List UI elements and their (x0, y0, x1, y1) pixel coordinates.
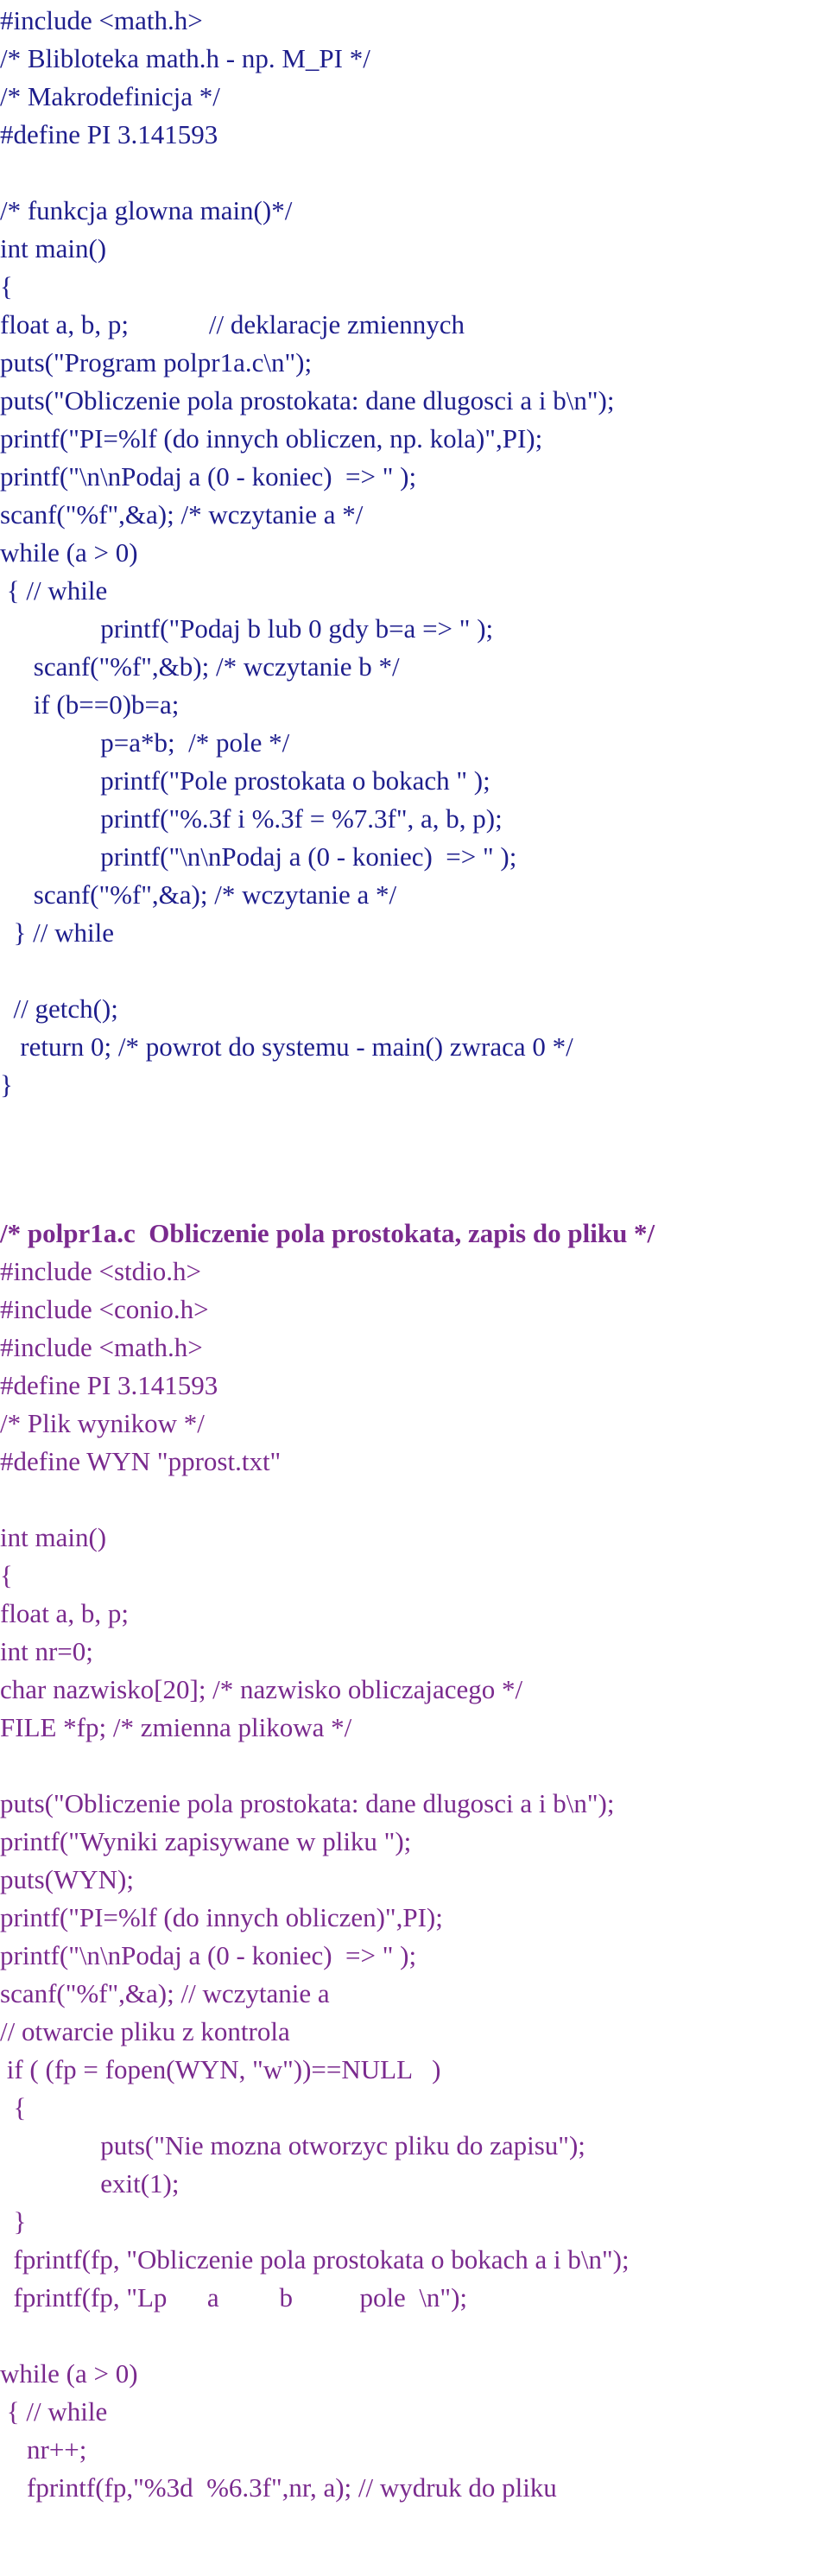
code-line (0, 1481, 829, 1519)
code-line: exit(1); (0, 2168, 180, 2198)
listing-2-body (0, 1253, 829, 2507)
code-line: // getch(); (0, 993, 118, 1024)
code-line: printf("\n\nPodaj a (0 - koniec) => " ); (0, 461, 417, 492)
code-line: { (0, 2092, 27, 2122)
code-line: scanf("%f",&b); /* wczytanie b */ (0, 651, 400, 682)
code-line: { (0, 271, 13, 301)
code-line: puts("Obliczenie pola prostokata: dane dlugosci a i b\n"); (0, 1788, 615, 1818)
code-line: fprintf(fp,"%3d %6.3f",nr, a); // wydruk do pliku (0, 2472, 557, 2503)
code-line: printf("%.3f i %.3f = %7.3f", a, b, p); (0, 803, 503, 834)
code-line: // otwarcie pliku z kontrola (0, 2016, 290, 2046)
code-line: fprintf(fp, "Lp a b pole \n"); (0, 2282, 468, 2313)
code-line: printf("Wyniki zapisywane w pliku "); (0, 1826, 412, 1856)
code-line: /* funkcja glowna main()*/ (0, 195, 293, 225)
code-line: fprintf(fp, "Obliczenie pola prostokata o bokach a i b\n"); (0, 2244, 630, 2275)
code-line (0, 2317, 829, 2355)
code-line (0, 154, 829, 192)
code-line: float a, b, p; // deklaracje zmiennych (0, 309, 465, 339)
code-line: printf("Podaj b lub 0 gdy b=a => " ); (0, 613, 494, 644)
code-line: printf("\n\nPodaj a (0 - koniec) => " ); (0, 1940, 417, 1970)
code-line: nr++; (0, 2434, 87, 2465)
code-listing-1 (0, 2, 829, 1104)
code-line: #define PI 3.141593 (0, 119, 218, 149)
code-line: if (b==0)b=a; (0, 689, 180, 720)
code-line: printf("PI=%lf (do innych obliczen, np. kola)",PI); (0, 423, 543, 454)
code-line: return 0; /* powrot do systemu - main() zwraca 0 */ (0, 1031, 573, 1062)
code-line: puts(WYN); (0, 1864, 134, 1894)
code-line: /* Plik wynikow */ (0, 1408, 205, 1438)
code-line: puts("Program polpr1a.c\n"); (0, 347, 313, 378)
code-line: } (0, 2206, 27, 2237)
code-line (0, 952, 829, 990)
code-line: scanf("%f",&a); /* wczytanie a */ (0, 499, 364, 530)
code-line: scanf("%f",&a); /* wczytanie a */ (0, 879, 397, 910)
code-line: puts("Nie mozna otworzyc pliku do zapisu"); (0, 2130, 585, 2160)
code-line: int nr=0; (0, 1636, 93, 1666)
code-line: #include <conio.h> (0, 1294, 209, 1324)
code-line: #define WYN "pprost.txt" (0, 1446, 282, 1476)
code-line: FILE *fp; /* zmienna plikowa */ (0, 1712, 352, 1742)
code-line: #include <math.h> (0, 5, 203, 35)
code-line: int main() (0, 1522, 107, 1552)
code-line: while (a > 0) (0, 2358, 138, 2389)
code-line: { (0, 1560, 13, 1590)
code-line: } // while (0, 917, 114, 948)
code-line: printf("PI=%lf (do innych obliczen)",PI); (0, 1902, 443, 1932)
code-line: #include <stdio.h> (0, 1256, 201, 1286)
code-line (0, 1747, 829, 1785)
code-line: } (0, 1069, 13, 1100)
code-line: if ( (fp = fopen(WYN, "w"))==NULL ) (0, 2054, 441, 2084)
code-line: printf("\n\nPodaj a (0 - koniec) => " ); (0, 841, 517, 872)
code-line: printf("Pole prostokata o bokach " ); (0, 765, 490, 796)
code-line: while (a > 0) (0, 537, 138, 568)
code-line: char nazwisko[20]; /* nazwisko obliczajacego */ (0, 1674, 523, 1704)
code-line: /* Makrodefinicja */ (0, 81, 220, 111)
code-line: /* Blibloteka math.h - np. M_PI */ (0, 43, 370, 73)
code-line: { // while (0, 2396, 108, 2427)
code-line: #define PI 3.141593 (0, 1370, 218, 1400)
code-line: puts("Obliczenie pola prostokata: dane dlugosci a i b\n"); (0, 385, 615, 416)
code-line: float a, b, p; (0, 1598, 129, 1628)
code-line: #include <math.h> (0, 1332, 203, 1362)
code-line: p=a*b; /* pole */ (0, 727, 290, 758)
code-listing-2 (0, 1215, 829, 2507)
code-line: scanf("%f",&a); // wczytanie a (0, 1978, 330, 2008)
listing-2-title: /* polpr1a.c Obliczenie pola prostokata, zapis do pliku */ (0, 1218, 655, 1248)
code-line: int main() (0, 233, 107, 263)
code-line: { // while (0, 575, 108, 606)
